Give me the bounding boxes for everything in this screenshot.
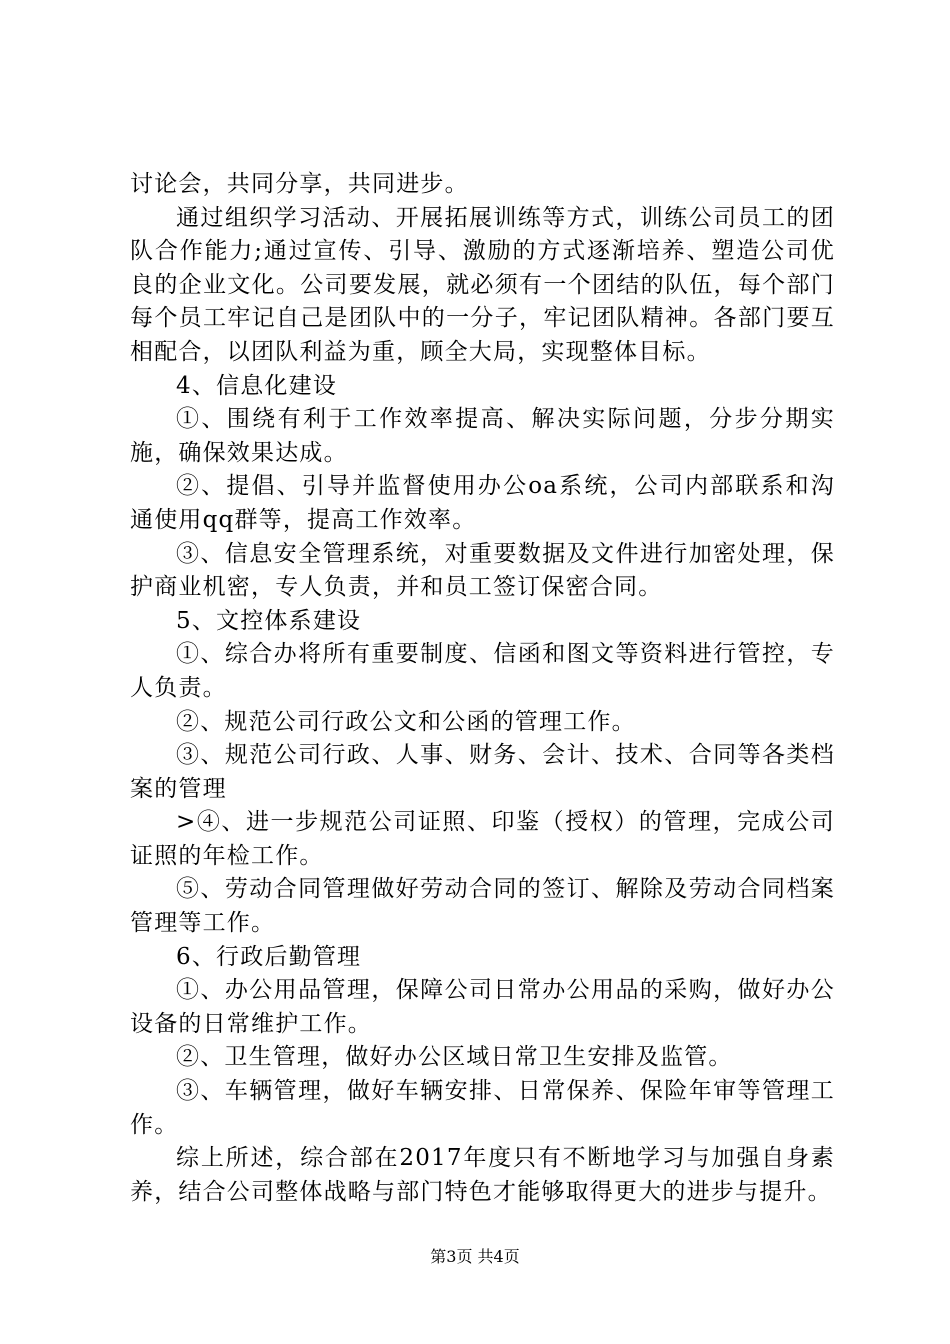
list-item: ⑤、劳动合同管理做好劳动合同的签订、解除及劳动合同档案管理等工作。 xyxy=(130,876,835,937)
list-item: ②、规范公司行政公文和公函的管理工作。 xyxy=(176,708,636,735)
list-item: ③、信息安全管理系统，对重要数据及文件进行加密处理，保护商业机密，专人负责，并和员工签订保密合同。 xyxy=(130,540,835,601)
paragraph: 通过组织学习活动、开展拓展训练等方式，训练公司员工的团队合作能力;通过宣传、引导、激励的方式逐渐培养、塑造公司优良的企业文化。公司要发展，就必须有一个团结的队伍，每个部门每个员工牢记自己是团队中的一分子，牢记团队精神。各部门要互相配合，以团队利益为重，顾全大局，实现整体目标。 xyxy=(130,204,835,365)
list-item: >④、进一步规范公司证照、印鉴（授权）的管理，完成公司证照的年检工作。 xyxy=(130,809,835,869)
list-item: ①、综合办将所有重要制度、信函和图文等资料进行管控，专人负责。 xyxy=(130,641,835,701)
list-item: ①、围绕有利于工作效率提高、解决实际问题，分步分期实施，确保效果达成。 xyxy=(130,406,835,466)
list-item: ①、办公用品管理，保障公司日常办公用品的采购，做好办公设备的日常维护工作。 xyxy=(130,977,835,1037)
paragraph: 讨论会，共同分享，共同进步。 xyxy=(130,171,469,197)
section-heading: 4、信息化建设 xyxy=(176,372,338,399)
section-heading: 6、行政后勤管理 xyxy=(176,943,362,970)
list-item: ②、卫生管理，做好办公区域日常卫生安排及监管。 xyxy=(176,1044,733,1071)
conclusion-paragraph: 综上所述，综合部在2017年度只有不断地学习与加强自身素养，结合公司整体战略与部门特色才能够取得更大的进步与提升。 xyxy=(130,1145,835,1205)
list-item: ③、车辆管理，做好车辆安排、日常保养、保险年审等管理工作。 xyxy=(130,1078,835,1138)
page-footer xyxy=(0,1244,950,1267)
document-body xyxy=(130,168,835,1209)
section-heading: 5、文控体系建设 xyxy=(176,607,362,634)
page-number: 第3页 共4页 xyxy=(430,1247,520,1266)
list-item: ③、规范公司行政、人事、财务、会计、技术、合同等各类档案的管理 xyxy=(130,742,835,802)
list-item: ②、提倡、引导并监督使用办公oa系统，公司内部联系和沟通使用qq群等，提高工作效率。 xyxy=(130,473,835,533)
